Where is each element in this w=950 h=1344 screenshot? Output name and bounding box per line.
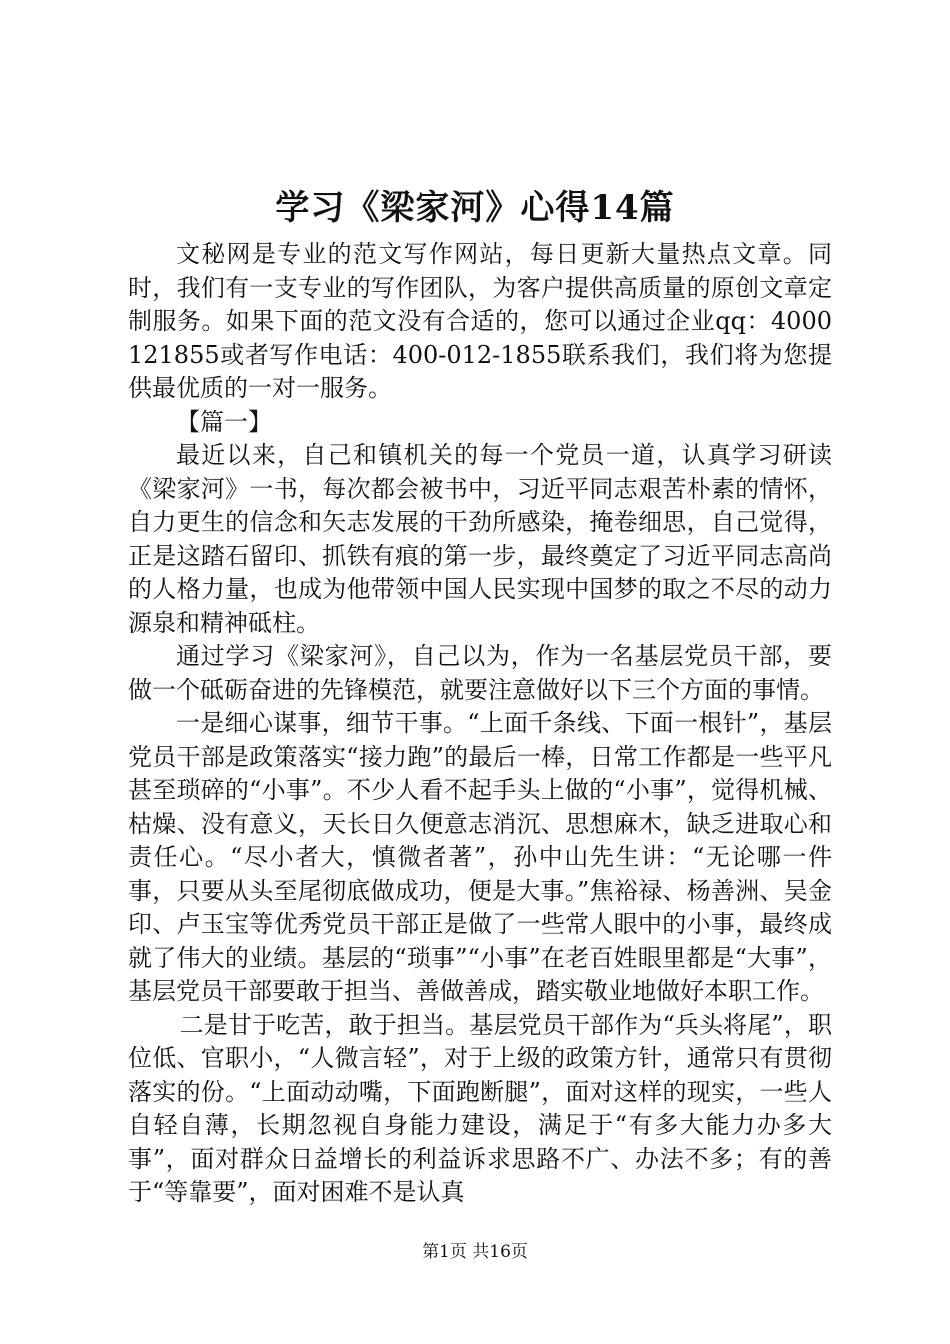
body-paragraph: 最近以来，自己和镇机关的每一个党员一道，认真学习研读《梁家河》一书，每次都会被书中，习近平同志艰苦朴素的情怀，自力更生的信念和矢志发展的干劲所感染，掩卷细思，自己觉得，正是这踏石留印、抓铁有痕的第一步，最终奠定了习近平同志高尚的人格力量，也成为他带领中国人民实现中国梦的取之不尽的动力源泉和精神砥柱。: [128, 441, 832, 637]
body-paragraph: 通过学习《梁家河》，自己以为，作为一名基层党员干部，要做一个砥砺奋进的先锋模范，就要注意做好以下三个方面的事情。: [128, 642, 832, 704]
document-title: 学习《梁家河》心得14篇: [275, 188, 675, 228]
document-body: [128, 238, 832, 1210]
page-footer: 第1页 共16页: [422, 1242, 528, 1262]
body-paragraph: 一是细心谋事，细节干事。“上面千条线、下面一根针”，基层党员干部是政策落实“接力跑”的最后一棒，日常工作都是一些平凡甚至琐碎的“小事”。不少人看不起手头上做的“小事”，觉得机械、枯燥、没有意义，天长日久便意志消沉、思想麻木，缺乏进取心和责任心。“尽小者大，慎微者著”，孙中山先生讲：“无论哪一件事，只要从头至尾彻底做成功，便是大事。”焦裕禄、杨善洲、吴金印、卢玉宝等优秀党员干部正是做了一些常人眼中的小事，最终成就了伟大的业绩。基层的“琐事”“小事”在老百姓眼里都是“大事”，基层党员干部要敢于担当、善做善成，踏实敬业地做好本职工作。: [128, 709, 832, 1005]
section-heading: 【篇一】: [176, 407, 272, 436]
body-paragraph: 二是甘于吃苦，敢于担当。基层党员干部作为“兵头将尾”，职位低、官职小，“人微言轻”，对于上级的政策方针，通常只有贯彻落实的份。“上面动动嘴，下面跑断腿”，面对这样的现实，一些人自轻自薄，长期忽视自身能力建设，满足于“有多大能力办多大事”，面对群众日益增长的利益诉求思路不广、办法不多；有的善于“等靠要”，面对困难不是认真: [128, 1010, 832, 1206]
intro-paragraph: 文秘网是专业的范文写作网站，每日更新大量热点文章。同时，我们有一支专业的写作团队，为客户提供高质量的原创文章定制服务。如果下面的范文没有合适的，您可以通过企业qq：4000121855或者写作电话：400-012-1855联系我们，我们将为您提供最优质的一对一服务。: [128, 240, 832, 402]
